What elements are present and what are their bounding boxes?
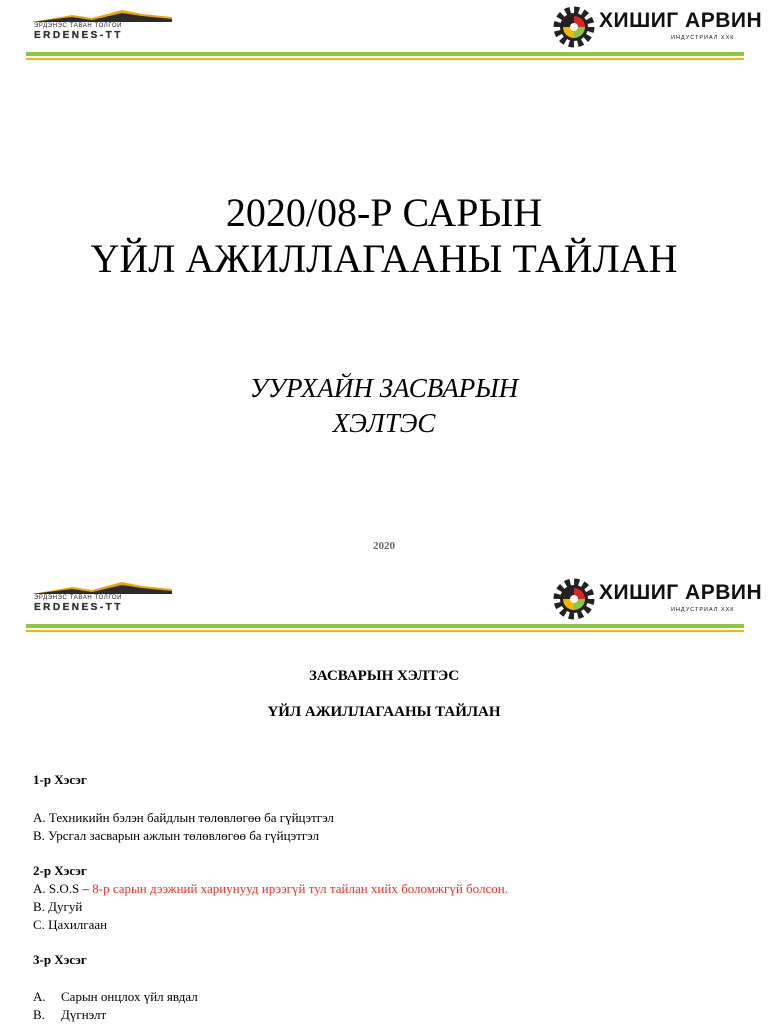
cover-title-line1: 2020/08-Р САРЫН bbox=[225, 190, 543, 235]
list-item bbox=[33, 881, 508, 897]
logo-company-sub: ИНДУСТРИАЛ ХХК bbox=[671, 35, 735, 41]
logo-brand: ERDENES-TT bbox=[34, 30, 123, 41]
logo-tagline: ЭРДЭНЭС ТАВАН ТОЛГОЙ bbox=[34, 595, 123, 601]
khishig-arvin-logo bbox=[553, 6, 763, 50]
section-heading: 2-р Хэсэг bbox=[33, 863, 87, 878]
logo-company-name: ХИШИГ АРВИН bbox=[599, 581, 763, 604]
header-divider-green bbox=[26, 624, 744, 628]
item-text: Сарын онцлох үйл явдал bbox=[61, 989, 198, 1004]
item-note: 8-р сарын дээжний хариунууд ирээгүй тул тайлан хийх боломжгүй болсон. bbox=[92, 881, 508, 896]
header-divider-yellow bbox=[26, 58, 744, 60]
list-item bbox=[33, 989, 198, 1005]
item-prefix: A. S.O.S – bbox=[33, 881, 93, 896]
list-item: A. Техникийн бэлэн байдлын төлөвлөгөө ба гүйцэтгэл bbox=[33, 810, 334, 825]
page-header bbox=[0, 0, 768, 70]
page-header bbox=[0, 572, 768, 642]
list-item: B. Урсгал засварын ажлын төлөвлөгөө ба гүйцэтгэл bbox=[33, 828, 319, 843]
section-heading: 1-р Хэсэг bbox=[33, 772, 87, 787]
cover-subtitle bbox=[0, 371, 768, 441]
erdenes-tt-logo bbox=[32, 580, 172, 616]
list-item bbox=[33, 1007, 106, 1023]
cover-title-line2: ҮЙЛ АЖИЛЛАГААНЫ ТАЙЛАН bbox=[90, 236, 678, 281]
erdenes-tt-logo bbox=[32, 8, 172, 44]
logo-company-sub: ИНДУСТРИАЛ ХХК bbox=[671, 607, 735, 613]
item-label: B. bbox=[33, 1007, 45, 1022]
item-text: Дүгнэлт bbox=[61, 1007, 107, 1022]
report-title: ЗАСВАРЫН ХЭЛТЭС bbox=[308, 668, 460, 684]
mountain-icon bbox=[32, 8, 172, 24]
cover-subtitle-line1: УУРХАЙН ЗАСВАРЫН bbox=[249, 373, 519, 403]
report-subtitle: ҮЙЛ АЖИЛЛАГААНЫ ТАЙЛАН bbox=[267, 704, 501, 720]
logo-brand: ERDENES-TT bbox=[34, 602, 123, 613]
header-divider-green bbox=[26, 52, 744, 56]
gear-icon bbox=[553, 578, 595, 620]
cover-subtitle-line2: ХЭЛТЭС bbox=[332, 408, 436, 438]
cover-year: 2020 bbox=[373, 540, 395, 552]
gear-icon bbox=[553, 6, 595, 48]
section-heading: 3-р Хэсэг bbox=[33, 952, 87, 967]
cover-title bbox=[0, 190, 768, 282]
logo-company-name: ХИШИГ АРВИН bbox=[599, 9, 763, 32]
mountain-icon bbox=[32, 580, 172, 596]
khishig-arvin-logo bbox=[553, 578, 763, 622]
header-divider-yellow bbox=[26, 630, 744, 632]
list-item: B. Дугуй bbox=[33, 899, 83, 914]
logo-tagline: ЭРДЭНЭС ТАВАН ТОЛГОЙ bbox=[34, 23, 123, 29]
item-label: A. bbox=[33, 989, 46, 1004]
list-item: C. Цахилгаан bbox=[33, 917, 108, 932]
